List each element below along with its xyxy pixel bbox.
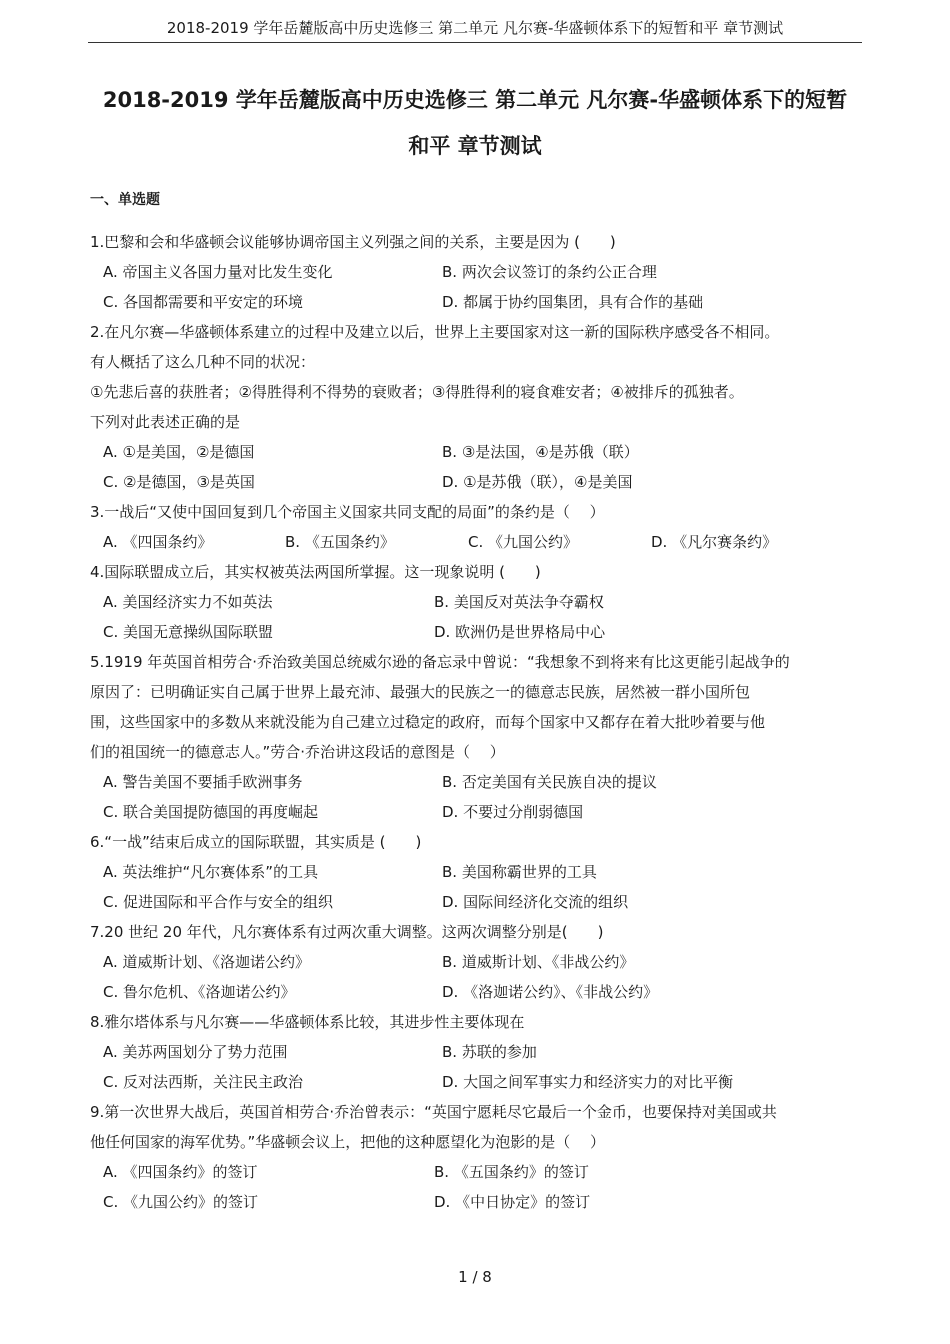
option-row bbox=[90, 467, 860, 497]
question-stem: 2.在凡尔赛—华盛顿体系建立的过程中及建立以后，世界上主要国家对这一新的国际秩序感受各不相同。 bbox=[90, 323, 780, 341]
option-c: C. 联合美国提防德国的再度崛起 bbox=[103, 803, 319, 821]
option-row bbox=[90, 977, 860, 1007]
running-header: 2018-2019 学年岳麓版高中历史选修三 第二单元 凡尔赛-华盛顿体系下的短暂和平 章节测试 bbox=[166, 19, 784, 37]
option-d: D. 不要过分削弱德国 bbox=[442, 803, 584, 821]
question-stem: 3.一战后“又使中国回复到几个帝国主义国家共同支配的局面”的条约是（ ） bbox=[90, 503, 605, 521]
option-row bbox=[90, 1037, 860, 1067]
question-stem: 围，这些国家中的多数从来就没能为自己建立过稳定的政府，而每个国家中又都存在着大批吵着要与他 bbox=[90, 713, 766, 731]
option-d: D. 欧洲仍是世界格局中心 bbox=[434, 623, 606, 641]
option-row bbox=[90, 857, 860, 887]
question-stem: 8.雅尔塔体系与凡尔赛——华盛顿体系比较，其进步性主要体现在 bbox=[90, 1013, 525, 1031]
option-a: A. 《四国条约》的签订 bbox=[103, 1163, 258, 1181]
option-d: D. 都属于协约国集团，具有合作的基础 bbox=[442, 293, 704, 311]
question-stem: 有人概括了这么几种不同的状况： bbox=[90, 353, 316, 371]
option-b: B. 美国反对英法争夺霸权 bbox=[434, 593, 604, 611]
question-stem: 7.20 世纪 20 年代，凡尔赛体系有过两次重大调整。这两次调整分别是( ) bbox=[90, 923, 604, 941]
option-a: A. 英法维护“凡尔赛体系”的工具 bbox=[103, 863, 319, 881]
question-stem: 们的祖国统一的德意志人。”劳合·乔治讲这段话的意图是（ ） bbox=[90, 743, 505, 761]
section-heading: 一、单选题 bbox=[90, 192, 160, 208]
option-c: C. 鲁尔危机、《洛迦诺公约》 bbox=[103, 983, 296, 1001]
option-row bbox=[90, 1067, 860, 1097]
option-d: D. 《洛迦诺公约》、《非战公约》 bbox=[442, 983, 659, 1001]
option-c: C. 促进国际和平合作与安全的组织 bbox=[103, 893, 334, 911]
option-row bbox=[90, 767, 860, 797]
option-b: B. 《五国条约》 bbox=[285, 533, 395, 551]
document-title-line-2: 和平 章节测试 bbox=[408, 134, 542, 158]
option-d: D. ①是苏俄（联），④是美国 bbox=[442, 473, 633, 491]
option-row bbox=[90, 887, 860, 917]
option-d: D. 国际间经济化交流的组织 bbox=[442, 893, 629, 911]
question-stem: 他任何国家的海军优势。”华盛顿会议上，把他的这种愿望化为泡影的是（ ） bbox=[90, 1133, 606, 1151]
option-b: B. 两次会议签订的条约公正合理 bbox=[442, 263, 657, 281]
option-row bbox=[90, 1187, 860, 1217]
question-stem: 6.“一战”结束后成立的国际联盟，其实质是 ( ) bbox=[90, 833, 422, 851]
option-a: A. 美国经济实力不如英法 bbox=[103, 593, 273, 611]
option-a: A. 警告美国不要插手欧洲事务 bbox=[103, 773, 303, 791]
option-c: C. 《九国公约》的签订 bbox=[103, 1193, 259, 1211]
page-number: 1 / 8 bbox=[458, 1268, 492, 1286]
option-c: C. 美国无意操纵国际联盟 bbox=[103, 623, 274, 641]
question-list bbox=[90, 227, 860, 1217]
option-b: B. 美国称霸世界的工具 bbox=[442, 863, 597, 881]
question-stem: ①先悲后喜的获胜者；②得胜得利不得势的衰败者；③得胜得利的寝食难安者；④被排斥的孤独者。 bbox=[90, 383, 744, 401]
option-row bbox=[90, 947, 860, 977]
question-stem: 1.巴黎和会和华盛顿会议能够协调帝国主义列强之间的关系，主要是因为 ( ) bbox=[90, 233, 616, 251]
option-row bbox=[90, 437, 860, 467]
option-b: B. 道威斯计划、《非战公约》 bbox=[442, 953, 635, 971]
question-stem: 5.1919 年英国首相劳合·乔治致美国总统威尔逊的备忘录中曾说：“我想象不到将来有比这更能引起战争的 bbox=[90, 653, 790, 671]
option-c: C. 《九国公约》 bbox=[468, 533, 579, 551]
option-b: B. 《五国条约》的签订 bbox=[434, 1163, 589, 1181]
option-c: C. 各国都需要和平安定的环境 bbox=[103, 293, 304, 311]
option-a: A. 《四国条约》 bbox=[103, 533, 213, 551]
question-stem: 9.第一次世界大战后，英国首相劳合·乔治曾表示：“英国宁愿耗尽它最后一个金币，也要保持对美国或共 bbox=[90, 1103, 777, 1121]
option-b: B. 否定美国有关民族自决的提议 bbox=[442, 773, 657, 791]
option-row bbox=[90, 1157, 860, 1187]
option-d: D. 《中日协定》的签订 bbox=[434, 1193, 591, 1211]
question-stem: 4.国际联盟成立后，其实权被英法两国所掌握。这一现象说明 ( ) bbox=[90, 563, 541, 581]
option-row bbox=[90, 527, 860, 557]
option-row bbox=[90, 617, 860, 647]
option-row bbox=[90, 287, 860, 317]
option-b: B. 苏联的参加 bbox=[442, 1043, 537, 1061]
option-row bbox=[90, 587, 860, 617]
option-c: C. 反对法西斯，关注民主政治 bbox=[103, 1073, 304, 1091]
option-d: D. 大国之间军事实力和经济实力的对比平衡 bbox=[442, 1073, 734, 1091]
option-a: A. 帝国主义各国力量对比发生变化 bbox=[103, 263, 333, 281]
option-d: D. 《凡尔赛条约》 bbox=[651, 533, 778, 551]
question-stem: 下列对此表述正确的是 bbox=[90, 413, 241, 431]
document-title-line-1: 2018-2019 学年岳麓版高中历史选修三 第二单元 凡尔赛-华盛顿体系下的短暂 bbox=[102, 88, 848, 112]
option-a: A. ①是美国，②是德国 bbox=[103, 443, 255, 461]
option-a: A. 道威斯计划、《洛迦诺公约》 bbox=[103, 953, 311, 971]
header-divider bbox=[88, 42, 862, 43]
option-row bbox=[90, 797, 860, 827]
option-a: A. 美苏两国划分了势力范围 bbox=[103, 1043, 288, 1061]
question-stem: 原因了：已明确证实自己属于世界上最充沛、最强大的民族之一的德意志民族，居然被一群小国所包 bbox=[90, 683, 751, 701]
option-row bbox=[90, 257, 860, 287]
option-c: C. ②是德国，③是英国 bbox=[103, 473, 255, 491]
option-b: B. ③是法国，④是苏俄（联） bbox=[442, 443, 639, 461]
